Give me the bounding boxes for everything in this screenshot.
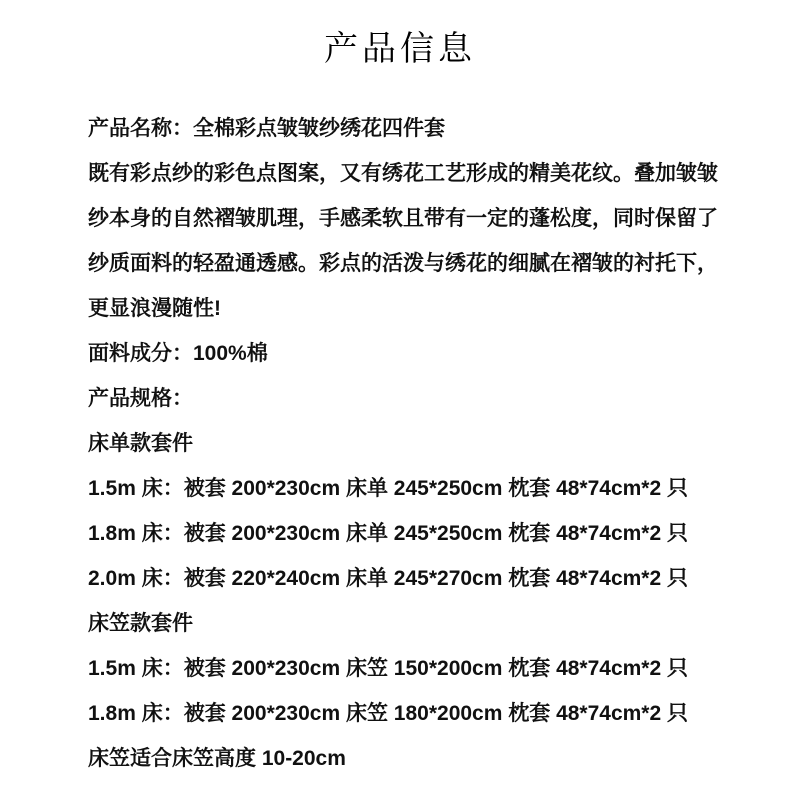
description-line-3: 纱质面料的轻盈通透感。彩点的活泼与绣花的细腻在褶皱的衬托下，	[88, 252, 718, 275]
sheet-set-size-1.8m: 1.8m 床：被套 200*230cm 床单 245*250cm 枕套 48*74cm*2 只	[88, 522, 688, 545]
fitted-height-note: 床笠适合床笠高度 10-20cm	[88, 747, 346, 770]
description-line-2: 纱本身的自然褶皱肌理，手感柔软且带有一定的蓬松度，同时保留了	[88, 207, 718, 230]
fitted-set-size-1.8m: 1.8m 床：被套 200*230cm 床笠 180*200cm 枕套 48*74cm*2 只	[88, 702, 688, 725]
document-body	[0, 106, 800, 781]
spec-heading: 产品规格：	[88, 387, 193, 410]
product-name-line: 产品名称：全棉彩点皱皱纱绣花四件套	[88, 117, 445, 140]
fitted-set-size-1.5m: 1.5m 床：被套 200*230cm 床笠 150*200cm 枕套 48*74cm*2 只	[88, 657, 688, 680]
description-line-4: 更显浪漫随性!	[88, 297, 221, 320]
fitted-set-heading: 床笠款套件	[88, 612, 193, 635]
fabric-composition-line: 面料成分：100%棉	[88, 342, 268, 365]
description-line-1: 既有彩点纱的彩色点图案，又有绣花工艺形成的精美花纹。叠加皱皱	[88, 162, 718, 185]
sheet-set-heading: 床单款套件	[88, 432, 193, 455]
page-title: 产品信息	[324, 31, 476, 68]
sheet-set-size-2.0m: 2.0m 床：被套 220*240cm 床单 245*270cm 枕套 48*74cm*2 只	[88, 567, 688, 590]
sheet-set-size-1.5m: 1.5m 床：被套 200*230cm 床单 245*250cm 枕套 48*74cm*2 只	[88, 477, 688, 500]
